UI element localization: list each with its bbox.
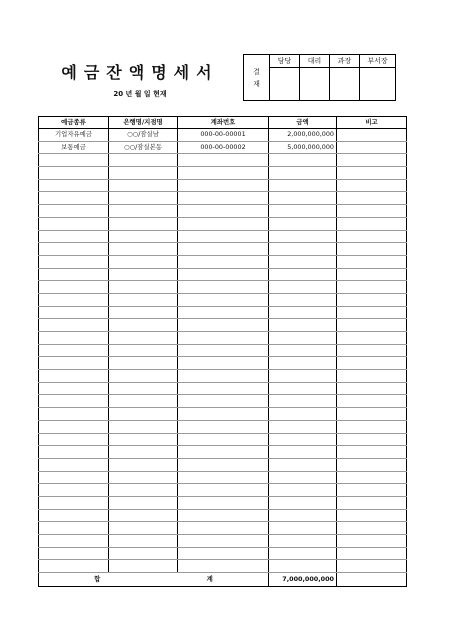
cell-amount[interactable]: 2,000,000,000: [269, 129, 337, 142]
cell-bank-branch[interactable]: [109, 496, 178, 509]
cell-amount[interactable]: [269, 268, 337, 281]
cell-account-number[interactable]: [178, 522, 269, 535]
cell-deposit-type[interactable]: [39, 179, 109, 192]
cell-amount[interactable]: [269, 471, 337, 484]
cell-account-number[interactable]: [178, 167, 269, 180]
cell-account-number[interactable]: [178, 281, 269, 294]
cell-deposit-type[interactable]: [39, 471, 109, 484]
cell-amount[interactable]: [269, 395, 337, 408]
cell-bank-branch[interactable]: [109, 306, 178, 319]
cell-amount[interactable]: [269, 293, 337, 306]
cell-deposit-type[interactable]: [39, 344, 109, 357]
table-row: [39, 458, 407, 471]
cell-amount[interactable]: [269, 192, 337, 205]
table-row: [39, 420, 407, 433]
cell-account-number[interactable]: [178, 395, 269, 408]
document-title: 예금잔액명세서: [61, 63, 219, 82]
table-row: [39, 560, 407, 573]
cell-remarks[interactable]: [337, 243, 407, 256]
signature-cell[interactable]: [360, 68, 396, 101]
cell-account-number[interactable]: [178, 179, 269, 192]
cell-account-number[interactable]: [178, 230, 269, 243]
cell-account-number[interactable]: [178, 217, 269, 230]
cell-bank-branch[interactable]: [109, 281, 178, 294]
table-row: [39, 547, 407, 560]
cell-bank-branch[interactable]: [109, 357, 178, 370]
cell-bank-branch[interactable]: [109, 433, 178, 446]
cell-remarks[interactable]: [337, 167, 407, 180]
cell-deposit-type[interactable]: [39, 293, 109, 306]
cell-amount[interactable]: [269, 332, 337, 345]
cell-account-number[interactable]: [178, 192, 269, 205]
cell-amount[interactable]: [269, 496, 337, 509]
cell-account-number[interactable]: [178, 560, 269, 573]
cell-account-number[interactable]: [178, 243, 269, 256]
signature-cell[interactable]: [300, 68, 330, 101]
total-remarks[interactable]: [337, 573, 407, 587]
cell-account-number[interactable]: 000-00-00001: [178, 129, 269, 142]
total-label-left: 합: [94, 575, 101, 584]
cell-amount[interactable]: [269, 306, 337, 319]
table-row: [39, 192, 407, 205]
cell-remarks[interactable]: [337, 458, 407, 471]
cell-account-number[interactable]: [178, 268, 269, 281]
cell-account-number[interactable]: [178, 433, 269, 446]
cell-remarks[interactable]: [337, 179, 407, 192]
cell-deposit-type[interactable]: [39, 484, 109, 497]
table-row: [39, 255, 407, 268]
total-amount: 7,000,000,000: [269, 573, 337, 587]
approval-label: 결 재: [244, 55, 270, 101]
cell-amount[interactable]: [269, 370, 337, 383]
cell-bank-branch[interactable]: [109, 319, 178, 332]
cell-amount[interactable]: [269, 243, 337, 256]
cell-amount[interactable]: [269, 547, 337, 560]
cell-account-number[interactable]: [178, 357, 269, 370]
cell-deposit-type[interactable]: [39, 382, 109, 395]
cell-bank-branch[interactable]: ○○/잠실본동: [109, 141, 178, 154]
table-row: [39, 344, 407, 357]
cell-amount[interactable]: [269, 408, 337, 421]
approval-role: 담당: [270, 55, 300, 68]
cell-deposit-type[interactable]: [39, 332, 109, 345]
cell-bank-branch[interactable]: [109, 458, 178, 471]
cell-deposit-type[interactable]: [39, 357, 109, 370]
approval-role: 대리: [300, 55, 330, 68]
cell-bank-branch[interactable]: [109, 370, 178, 383]
table-row: [39, 471, 407, 484]
cell-account-number[interactable]: [178, 420, 269, 433]
cell-deposit-type[interactable]: [39, 408, 109, 421]
cell-deposit-type[interactable]: [39, 268, 109, 281]
cell-deposit-type[interactable]: [39, 370, 109, 383]
cell-remarks[interactable]: [337, 344, 407, 357]
table-row: [39, 141, 407, 154]
cell-amount[interactable]: [269, 382, 337, 395]
cell-bank-branch[interactable]: [109, 382, 178, 395]
table-row: [39, 293, 407, 306]
table-row: [39, 395, 407, 408]
cell-account-number[interactable]: [178, 319, 269, 332]
cell-remarks[interactable]: [337, 433, 407, 446]
cell-deposit-type[interactable]: [39, 319, 109, 332]
cell-bank-branch[interactable]: ○○/잠실남: [109, 129, 178, 142]
cell-account-number[interactable]: [178, 408, 269, 421]
table-row: [39, 268, 407, 281]
cell-bank-branch[interactable]: [109, 293, 178, 306]
cell-bank-branch[interactable]: [109, 509, 178, 522]
approval-role: 부서장: [360, 55, 396, 68]
table-row: [39, 230, 407, 243]
cell-remarks[interactable]: [337, 141, 407, 154]
cell-remarks[interactable]: [337, 522, 407, 535]
cell-remarks[interactable]: [337, 420, 407, 433]
table-row: [39, 446, 407, 459]
header-deposit-type: 예금종류: [39, 117, 109, 129]
table-row: [39, 281, 407, 294]
total-label: [39, 573, 269, 587]
table-row: [39, 496, 407, 509]
cell-amount[interactable]: [269, 522, 337, 535]
cell-remarks[interactable]: [337, 382, 407, 395]
cell-bank-branch[interactable]: [109, 408, 178, 421]
cell-account-number[interactable]: [178, 535, 269, 548]
total-row: [39, 573, 407, 587]
deposit-table: [38, 116, 407, 587]
cell-remarks[interactable]: [337, 560, 407, 573]
header-remarks: 비고: [337, 117, 407, 129]
cell-account-number[interactable]: [178, 332, 269, 345]
table-row: [39, 332, 407, 345]
table-row: [39, 433, 407, 446]
table-row: [39, 179, 407, 192]
cell-bank-branch[interactable]: [109, 471, 178, 484]
cell-amount[interactable]: [269, 154, 337, 167]
cell-remarks[interactable]: [337, 217, 407, 230]
cell-bank-branch[interactable]: [109, 167, 178, 180]
cell-remarks[interactable]: [337, 268, 407, 281]
cell-deposit-type[interactable]: [39, 509, 109, 522]
cell-bank-branch[interactable]: [109, 560, 178, 573]
cell-account-number[interactable]: [178, 484, 269, 497]
cell-bank-branch[interactable]: [109, 268, 178, 281]
cell-deposit-type[interactable]: [39, 560, 109, 573]
cell-amount[interactable]: [269, 458, 337, 471]
header-bank-branch: 은행명/지점명: [109, 117, 178, 129]
cell-bank-branch[interactable]: [109, 205, 178, 218]
cell-account-number[interactable]: [178, 509, 269, 522]
cell-amount[interactable]: [269, 433, 337, 446]
cell-bank-branch[interactable]: [109, 332, 178, 345]
cell-deposit-type[interactable]: 기업자유예금: [39, 129, 109, 142]
cell-bank-branch[interactable]: [109, 522, 178, 535]
cell-deposit-type[interactable]: [39, 433, 109, 446]
approval-role: 과장: [330, 55, 360, 68]
cell-amount[interactable]: [269, 319, 337, 332]
cell-account-number[interactable]: [178, 382, 269, 395]
table-row: [39, 129, 407, 142]
cell-amount[interactable]: [269, 230, 337, 243]
table-row: [39, 357, 407, 370]
cell-amount[interactable]: [269, 255, 337, 268]
cell-remarks[interactable]: [337, 293, 407, 306]
cell-deposit-type[interactable]: [39, 243, 109, 256]
cell-remarks[interactable]: [337, 306, 407, 319]
table-row: [39, 382, 407, 395]
header-amount: 금액: [269, 117, 337, 129]
cell-account-number[interactable]: [178, 344, 269, 357]
cell-bank-branch[interactable]: [109, 446, 178, 459]
cell-account-number[interactable]: [178, 370, 269, 383]
cell-deposit-type[interactable]: [39, 535, 109, 548]
table-row: [39, 306, 407, 319]
cell-deposit-type[interactable]: [39, 420, 109, 433]
cell-bank-branch[interactable]: [109, 344, 178, 357]
cell-bank-branch[interactable]: [109, 243, 178, 256]
cell-remarks[interactable]: [337, 408, 407, 421]
cell-remarks[interactable]: [337, 395, 407, 408]
cell-bank-branch[interactable]: [109, 192, 178, 205]
cell-account-number[interactable]: [178, 458, 269, 471]
cell-bank-branch[interactable]: [109, 255, 178, 268]
cell-amount[interactable]: [269, 357, 337, 370]
cell-deposit-type[interactable]: [39, 167, 109, 180]
cell-remarks[interactable]: [337, 471, 407, 484]
table-row: [39, 522, 407, 535]
table-row: [39, 167, 407, 180]
cell-bank-branch[interactable]: [109, 535, 178, 548]
cell-remarks[interactable]: [337, 509, 407, 522]
cell-bank-branch[interactable]: [109, 484, 178, 497]
cell-account-number[interactable]: [178, 154, 269, 167]
cell-account-number[interactable]: [178, 205, 269, 218]
cell-deposit-type[interactable]: [39, 306, 109, 319]
cell-account-number[interactable]: [178, 255, 269, 268]
cell-bank-branch[interactable]: [109, 420, 178, 433]
cell-amount[interactable]: [269, 535, 337, 548]
cell-account-number[interactable]: 000-00-00002: [178, 141, 269, 154]
cell-deposit-type[interactable]: [39, 496, 109, 509]
cell-bank-branch[interactable]: [109, 154, 178, 167]
cell-amount[interactable]: [269, 446, 337, 459]
signature-cell[interactable]: [270, 68, 300, 101]
cell-deposit-type[interactable]: [39, 281, 109, 294]
table-row: [39, 319, 407, 332]
cell-remarks[interactable]: [337, 230, 407, 243]
cell-bank-branch[interactable]: [109, 179, 178, 192]
table-row: [39, 370, 407, 383]
cell-remarks[interactable]: [337, 357, 407, 370]
cell-remarks[interactable]: [337, 154, 407, 167]
cell-bank-branch[interactable]: [109, 395, 178, 408]
cell-deposit-type[interactable]: [39, 446, 109, 459]
cell-account-number[interactable]: [178, 446, 269, 459]
cell-remarks[interactable]: [337, 547, 407, 560]
cell-account-number[interactable]: [178, 293, 269, 306]
date-line: 20 년 월 일 현재: [113, 90, 167, 98]
total-label-right: 계: [206, 575, 213, 584]
cell-remarks[interactable]: [337, 319, 407, 332]
cell-bank-branch[interactable]: [109, 547, 178, 560]
cell-remarks[interactable]: [337, 446, 407, 459]
table-row: [39, 205, 407, 218]
table-row: [39, 154, 407, 167]
approval-box: [243, 54, 396, 101]
cell-remarks[interactable]: [337, 535, 407, 548]
table-row: [39, 243, 407, 256]
cell-amount[interactable]: [269, 344, 337, 357]
cell-amount[interactable]: [269, 167, 337, 180]
cell-account-number[interactable]: [178, 547, 269, 560]
table-row: [39, 484, 407, 497]
signature-cell[interactable]: [330, 68, 360, 101]
cell-amount[interactable]: [269, 420, 337, 433]
cell-amount[interactable]: [269, 560, 337, 573]
cell-amount[interactable]: [269, 509, 337, 522]
cell-deposit-type[interactable]: [39, 230, 109, 243]
cell-deposit-type[interactable]: 보통예금: [39, 141, 109, 154]
table-row: [39, 217, 407, 230]
cell-amount[interactable]: [269, 205, 337, 218]
cell-deposit-type[interactable]: [39, 205, 109, 218]
cell-deposit-type[interactable]: [39, 255, 109, 268]
header-account-number: 계좌번호: [178, 117, 269, 129]
cell-deposit-type[interactable]: [39, 522, 109, 535]
cell-deposit-type[interactable]: [39, 154, 109, 167]
cell-remarks[interactable]: [337, 332, 407, 345]
cell-bank-branch[interactable]: [109, 230, 178, 243]
table-row: [39, 535, 407, 548]
cell-remarks[interactable]: [337, 496, 407, 509]
cell-remarks[interactable]: [337, 255, 407, 268]
cell-account-number[interactable]: [178, 496, 269, 509]
cell-amount[interactable]: [269, 179, 337, 192]
cell-deposit-type[interactable]: [39, 547, 109, 560]
cell-remarks[interactable]: [337, 484, 407, 497]
cell-amount[interactable]: [269, 217, 337, 230]
cell-amount[interactable]: [269, 484, 337, 497]
cell-deposit-type[interactable]: [39, 217, 109, 230]
cell-remarks[interactable]: [337, 205, 407, 218]
cell-deposit-type[interactable]: [39, 395, 109, 408]
cell-deposit-type[interactable]: [39, 458, 109, 471]
cell-remarks[interactable]: [337, 281, 407, 294]
cell-bank-branch[interactable]: [109, 217, 178, 230]
cell-amount[interactable]: [269, 281, 337, 294]
cell-remarks[interactable]: [337, 192, 407, 205]
table-row: [39, 509, 407, 522]
cell-account-number[interactable]: [178, 306, 269, 319]
cell-account-number[interactable]: [178, 471, 269, 484]
cell-remarks[interactable]: [337, 129, 407, 142]
cell-amount[interactable]: 5,000,000,000: [269, 141, 337, 154]
cell-remarks[interactable]: [337, 370, 407, 383]
cell-deposit-type[interactable]: [39, 192, 109, 205]
table-row: [39, 408, 407, 421]
